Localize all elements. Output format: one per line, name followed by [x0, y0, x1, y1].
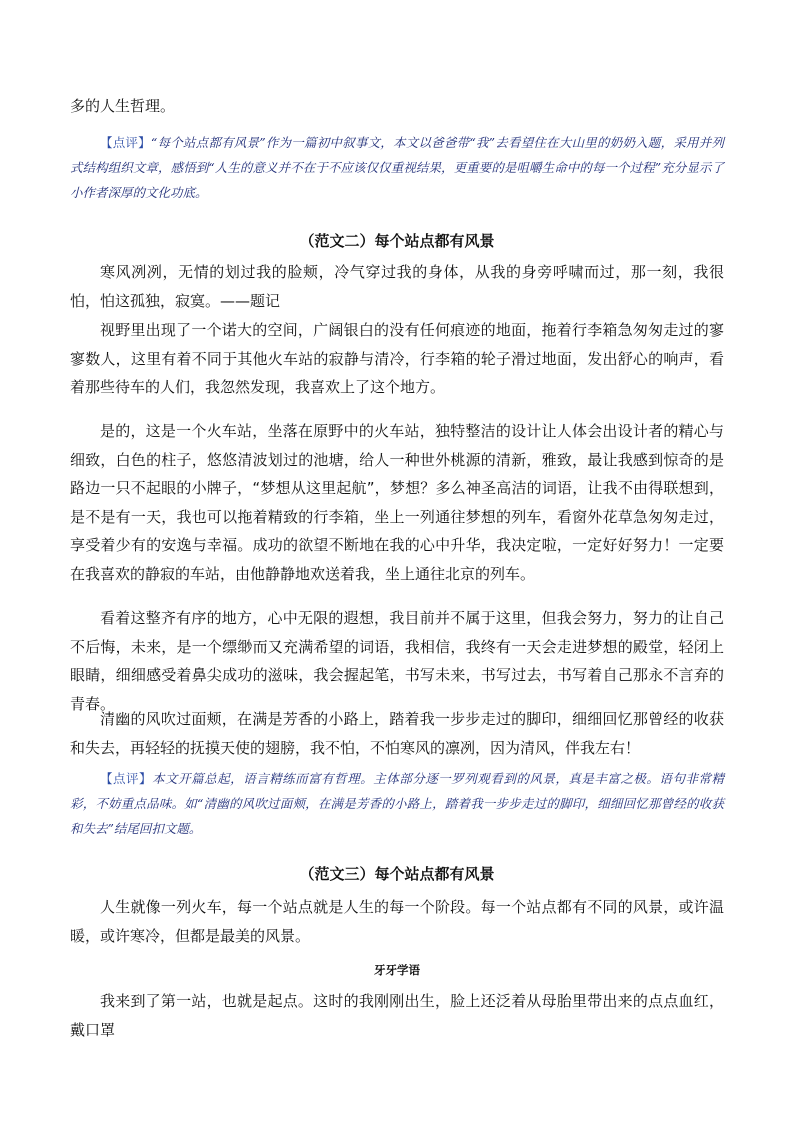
comment-1-text: “每个站点都有风景”作为一篇初中叙事文，本文以爸爸带“我”去看望住在大山里的奶奶入题，采用并列式结构组织文章，感悟到“人生的意义并不在于不应该仅仅重视结果，更重要的是咀嚼生命中的每一个过程”充分显示了小作者深厚的文化功底。 — [70, 135, 724, 200]
comment-2-tag: 【点评】 — [100, 771, 153, 786]
essay2-paragraph-3: 是的，这是一个火车站，坐落在原野中的火车站，独特整洁的设计让人体会出设计者的精心与细致，白色的柱子，悠悠清波划过的池塘，给人一种世外桃源的清新，雅致，最让我感到惊奇的是路边一只不起眼的小牌子，“梦想从这里起航”，梦想？多么神圣高洁的词语，让我不由得联想到，是不是有一天，我也可以拖着精致的行李箱，坐上一列通往梦想的列车，看窗外花草急匆匆走过，享受着少有的安逸与幸福。成功的欲望不断地在我的心中升华，我决定啦，一定好好努力！一定要在我喜欢的静寂的车站，由他静静地欢送着我，坐上通往北京的列车。 — [70, 422, 724, 583]
comment-2-text: 本文开篇总起，语言精练而富有哲理。主体部分逐一罗列观看到的风景，真是丰富之极。语句非常精彩，不妨重点品味。如“清幽的风吹过面颊，在满是芳香的小路上，踏着我一步步走过的脚印，细细回忆那曾经的收获和失去”结尾回扣文题。 — [70, 771, 724, 836]
essay2-title: （范文二）每个站点都有风景 — [299, 232, 495, 250]
essay2-paragraph-4: 看着这整齐有序的地方，心中无限的遐想，我目前并不属于这里，但我会努力，努力的让自己不后悔，未来，是一个缥缈而又充满希望的词语，我相信，我终有一天会走进梦想的殿堂，轻闭上眼睛，细细感受着鼻尖成功的滋味，我会握起笔，书写未来，书写过去，书写着自己那永不言弃的青春。 — [70, 609, 724, 713]
comment-2 — [70, 766, 724, 841]
essay3-subtitle: 牙牙学语 — [374, 963, 420, 977]
essay3-paragraph-2: 我来到了第一站，也就是起点。这时的我刚刚出生，脸上还泛着从母胎里带出来的点点血红，戴口罩 — [70, 992, 724, 1039]
essay2-paragraph-2: 视野里出现了一个诺大的空间，广阔银白的没有任何痕迹的地面，拖着行李箱急匆匆走过的寥寥数人，这里有着不同于其他火车站的寂静与清冷，行李箱的轮子滑过地面，发出舒心的响声，看着那些待车的人们，我忽然发现，我喜欢上了这个地方。 — [70, 321, 724, 396]
essay2-paragraph-1: 寒风冽冽，无情的划过我的脸颊，冷气穿过我的身体，从我的身旁呼啸而过，那一刻，我很怕，怕这孤独，寂寞。——题记 — [70, 263, 724, 310]
comment-1 — [70, 130, 724, 205]
intro-tail-text: 多的人生哲理。 — [70, 97, 176, 115]
essay3-title: （范文三）每个站点都有风景 — [299, 865, 495, 883]
essay3-paragraph-1: 人生就像一列火车，每一个站点就是人生的每一个阶段。每一个站点都有不同的风景，或许温暖，或许寒冷，但都是最美的风景。 — [70, 898, 724, 945]
comment-1-tag: 【点评】 — [100, 135, 151, 150]
essay2-paragraph-5: 清幽的风吹过面颊，在满是芳香的小路上，踏着我一步步走过的脚印，细细回忆那曾经的收获和失去，再轻轻的抚摸天使的翅膀，我不怕，不怕寒风的凛冽，因为清风，伴我左右！ — [70, 710, 724, 757]
